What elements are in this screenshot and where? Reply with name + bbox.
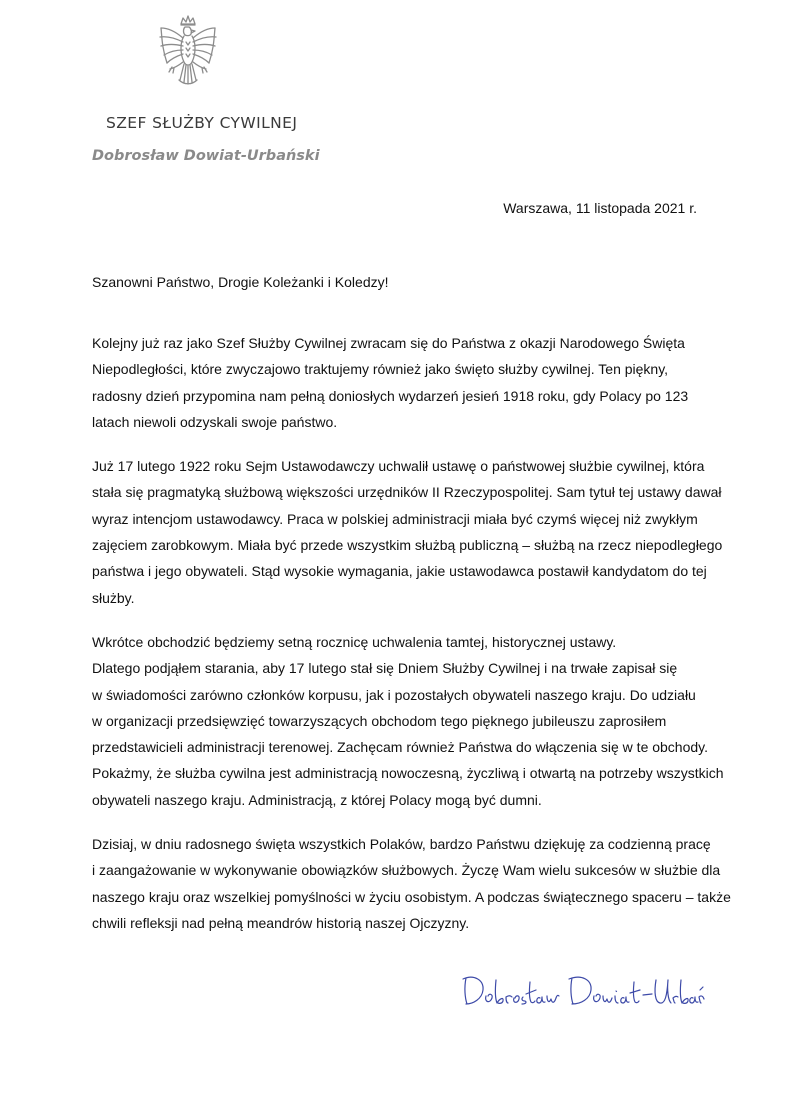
emblem-svg: [156, 14, 220, 92]
text-line: Dlatego podjąłem starania, aby 17 lutego stał się Dniem Służby Cywilnej i na trwałe zapisał się: [92, 660, 678, 677]
signature-svg: [460, 966, 705, 1016]
text-line: przedstawicieli administracji terenowej. Zachęcam również Państwa do włączenia się w te obchody.: [92, 739, 709, 756]
text-line: w organizacji przedsięwzięć towarzyszących obchodom tego pięknego jubileuszu zaprosiłem: [92, 712, 667, 729]
text-line: Dzisiaj, w dniu radosnego święta wszystkich Polaków, bardzo Państwu dziękuję za codzienną pracę: [92, 836, 711, 853]
paragraph-4: [92, 831, 731, 936]
letterhead-title: SZEF SŁUŻBY CYWILNEJ: [106, 114, 298, 132]
text-line: latach niewoli odzyskali swoje państwo.: [92, 413, 338, 430]
text-line: służby.: [92, 589, 135, 606]
text-line: zajęciem zarobkowym. Miała być przede wszystkim służbą publiczną – służbą na rzecz niepodległego: [92, 537, 723, 554]
polish-eagle-icon: [156, 14, 220, 92]
letter-date: Warszawa, 11 listopada 2021 r.: [503, 200, 697, 216]
text-line: naszego kraju oraz wszelkiej pomyślności w życiu osobistym. A podczas świątecznego spaceru – także: [92, 888, 731, 905]
handwritten-signature: [460, 966, 705, 1016]
text-line: wyraz intencjom ustawodawcy. Praca w polskiej administracji miała być czymś więcej niż zwykłym: [92, 510, 698, 527]
text-line: radosny dzień przypomina nam pełną doniosłych wydarzeń jesień 1918 roku, gdy Polacy po 123: [92, 387, 689, 404]
text-line: Niepodległości, które zwyczajowo traktujemy również jako święto służby cywilnej. Ten piękny,: [92, 361, 669, 378]
text-line: chwili refleksji nad pełną meandrów historią naszej Ojczyzny.: [92, 914, 470, 931]
text-line: państwa i jego obywateli. Stąd wysokie wymagania, jakie ustawodawca postawił kandydatom do tej: [92, 563, 707, 580]
letter-body: [92, 330, 731, 954]
text-line: Kolejny już raz jako Szef Służby Cywilnej zwracam się do Państwa z okazji Narodowego Święta: [92, 335, 685, 351]
paragraph-3: [92, 629, 724, 813]
letter-greeting: Szanowni Państwo, Drogie Koleżanki i Koledzy!: [92, 274, 389, 290]
text-line: w świadomości zarówno członków korpusu, jak i pozostałych obywateli naszego kraju. Do udziału: [92, 686, 696, 703]
text-line: Wkrótce obchodzić będziemy setną rocznicę uchwalenia tamtej, historycznej ustawy.: [92, 633, 617, 650]
paragraph-2: [92, 453, 723, 611]
text-line: obywateli naszego kraju. Administracją, z której Polacy mogą być dumni.: [92, 791, 542, 808]
text-line: Już 17 lutego 1922 roku Sejm Ustawodawczy uchwalił ustawę o państwowej służbie cywilnej, która: [92, 458, 705, 475]
text-line: i zaangażowanie w wykonywanie obowiązków służbowych. Życzę Wam wielu sukcesów w służbie dla: [92, 862, 721, 879]
paragraph-1: [92, 330, 712, 435]
text-line: stała się pragmatyką służbową większości urzędników II Rzeczypospolitej. Sam tytuł tej ustawy dawał: [92, 484, 722, 501]
letterhead-name: Dobrosław Dowiat-Urbański: [92, 148, 320, 164]
text-line: Pokażmy, że służba cywilna jest administracją nowoczesną, życzliwą i otwartą na potrzeby wszystkich: [92, 765, 724, 782]
